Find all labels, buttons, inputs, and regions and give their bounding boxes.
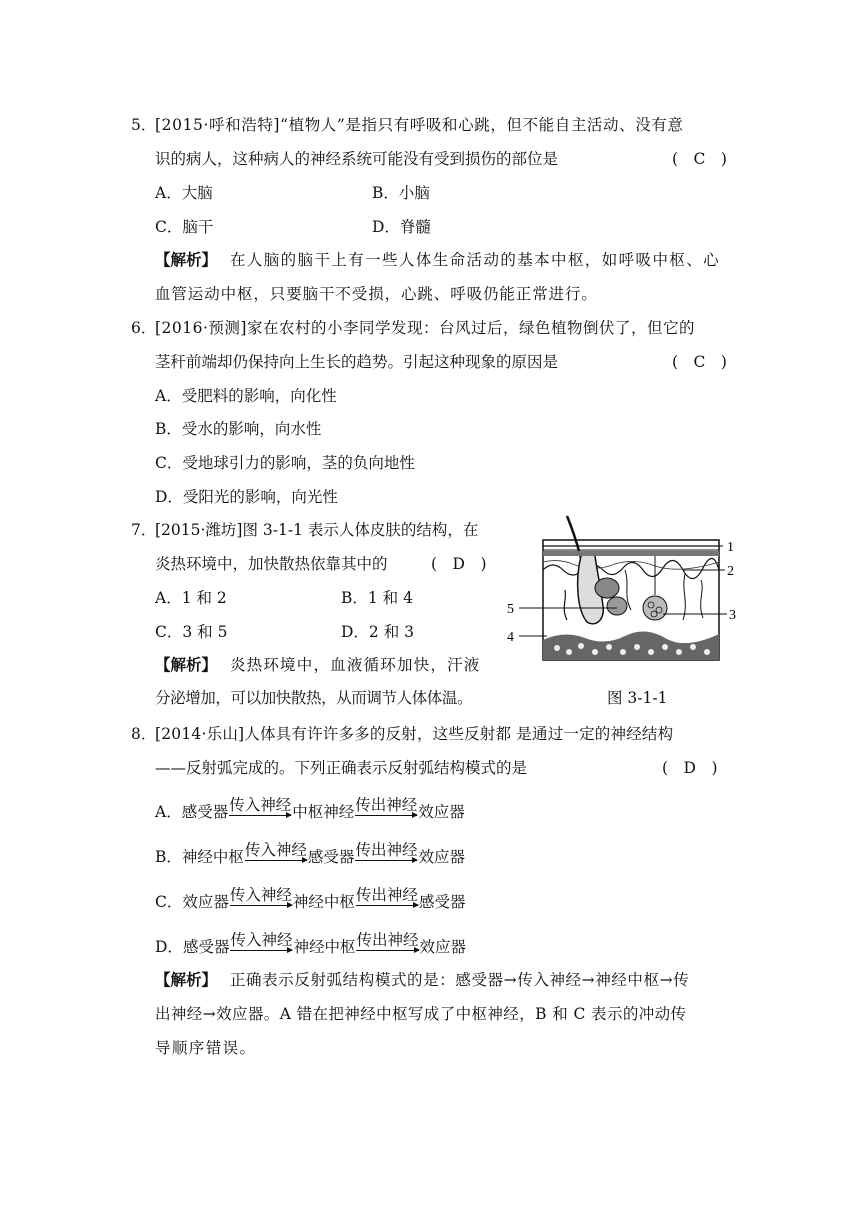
q5-stem-line1: [2015·呼和浩特]“植物人”是指只有呼吸和心跳，但不能自主活动、没有意 — [155, 116, 684, 134]
arrow-efferent: 传出神经 — [355, 886, 418, 904]
arrow-efferent: 传出神经 — [356, 931, 419, 949]
q7-analysis-tag: 【解析】 — [155, 656, 218, 674]
q5-analysis-line2: 血管运动中枢，只要脑干不受损，心跳、呼吸仍能正常进行。 — [155, 285, 598, 303]
figure-caption: 图 3-1-1 — [607, 689, 668, 707]
q5-number: 5． — [131, 116, 157, 134]
q7-option-a: A．1 和 2 — [155, 589, 227, 607]
q8-analysis-line2: 出神经→效应器。A 错在把神经中枢写成了中枢神经，B 和 C 表示的冲动传 — [155, 1005, 687, 1023]
q5-option-d: D．脊髓 — [372, 218, 431, 236]
q6-number: 6． — [131, 319, 157, 337]
q6-option-c: C．受地球引力的影响，茎的负向地性 — [155, 454, 415, 472]
q8-analysis-tag: 【解析】 — [155, 971, 218, 989]
q8-option-a: A．感受器 传入神经 中枢神经 传出神经 效应器 — [155, 796, 465, 821]
q5-option-c: C．脑干 — [155, 218, 214, 236]
arrow-efferent: 传出神经 — [355, 796, 418, 814]
q5-stem-line2: 识的病人，这种病人的神经系统可能没有受到损伤的部位是 — [155, 150, 559, 168]
sebaceous-gland — [595, 578, 619, 598]
q7-analysis-line1: 炎热环境中，血液循环加快，汗液 — [229, 656, 481, 674]
q8-answer: ( D ) — [662, 759, 718, 777]
q6-option-b: B．受水的影响，向水性 — [155, 420, 322, 438]
blood-vessel — [564, 590, 567, 620]
sebaceous-gland-2 — [607, 597, 627, 615]
q7-number: 7． — [131, 521, 157, 539]
q5-analysis-tag: 【解析】 — [155, 251, 218, 269]
figure-label-5: 5 — [507, 602, 514, 617]
q5-answer: ( C ) — [672, 150, 727, 168]
epidermis-dark-band — [543, 551, 719, 556]
q8-stem-line2: ——反射弧完成的。下列正确表示反射弧结构模式的是 — [155, 759, 528, 777]
skin-structure-figure — [505, 510, 750, 680]
arrow-afferent: 传入神经 — [229, 796, 292, 814]
figure-label-2: 2 — [727, 564, 734, 579]
q7-option-c: C．3 和 5 — [155, 623, 228, 641]
q7-answer: ( D ) — [431, 555, 487, 573]
q5-option-a: A．大脑 — [155, 184, 213, 202]
q6-option-a: A．受肥料的影响，向化性 — [155, 387, 337, 405]
arrow-afferent: 传入神经 — [230, 931, 293, 949]
arrow-afferent: 传入神经 — [244, 841, 307, 859]
q7-option-b: B．1 和 4 — [341, 589, 413, 607]
q6-stem-line1: [2016·预测]家在农村的小李同学发现：台风过后，绿色植物倒伏了，但它的 — [155, 319, 695, 337]
dermis-inner-line — [543, 561, 719, 570]
arrow-efferent: 传出神经 — [355, 841, 418, 859]
figure-label-3: 3 — [729, 608, 736, 623]
q5-option-b: B．小脑 — [372, 184, 430, 202]
q7-stem-line2: 炎热环境中，加快散热依靠其中的 — [155, 555, 388, 573]
q7-analysis-line2: 分泌增加，可以加快散热，从而调节人体体温。 — [155, 689, 473, 707]
q8-option-b: B．神经中枢 传入神经 感受器 传出神经 效应器 — [155, 841, 465, 866]
q8-stem-line1: [2014·乐山]人体具有许许多多的反射，这些反射都 是通过一定的神经结构 — [155, 725, 674, 743]
figure-label-4: 4 — [507, 630, 514, 645]
q8-option-c: C．效应器 传入神经 神经中枢 传出神经 感受器 — [155, 886, 466, 911]
arrow-afferent: 传入神经 — [229, 886, 292, 904]
q6-stem-line2: 茎秆前端却仍保持向上生长的趋势。引起这种现象的原因是 — [155, 353, 559, 371]
q8-analysis-line3: 导顺序错误。 — [155, 1039, 257, 1057]
q7-option-d: D．2 和 3 — [341, 623, 415, 641]
figure-label-1: 1 — [727, 540, 734, 555]
q7-stem-line1: [2015·潍坊]图 3-1-1 表示人体皮肤的结构，在 — [155, 521, 479, 539]
q6-answer: ( C ) — [672, 353, 727, 371]
q5-analysis-line1: 在人脑的脑干上有一些人体生命活动的基本中枢，如呼吸中枢、心 — [229, 251, 721, 269]
q8-option-d: D．感受器 传入神经 神经中枢 传出神经 效应器 — [155, 931, 467, 956]
q8-analysis-line1: 正确表示反射弧结构模式的是：感受器→传入神经→神经中枢→传 — [229, 971, 690, 989]
q6-option-d: D．受阳光的影响，向光性 — [155, 488, 338, 506]
q8-number: 8． — [131, 725, 157, 743]
